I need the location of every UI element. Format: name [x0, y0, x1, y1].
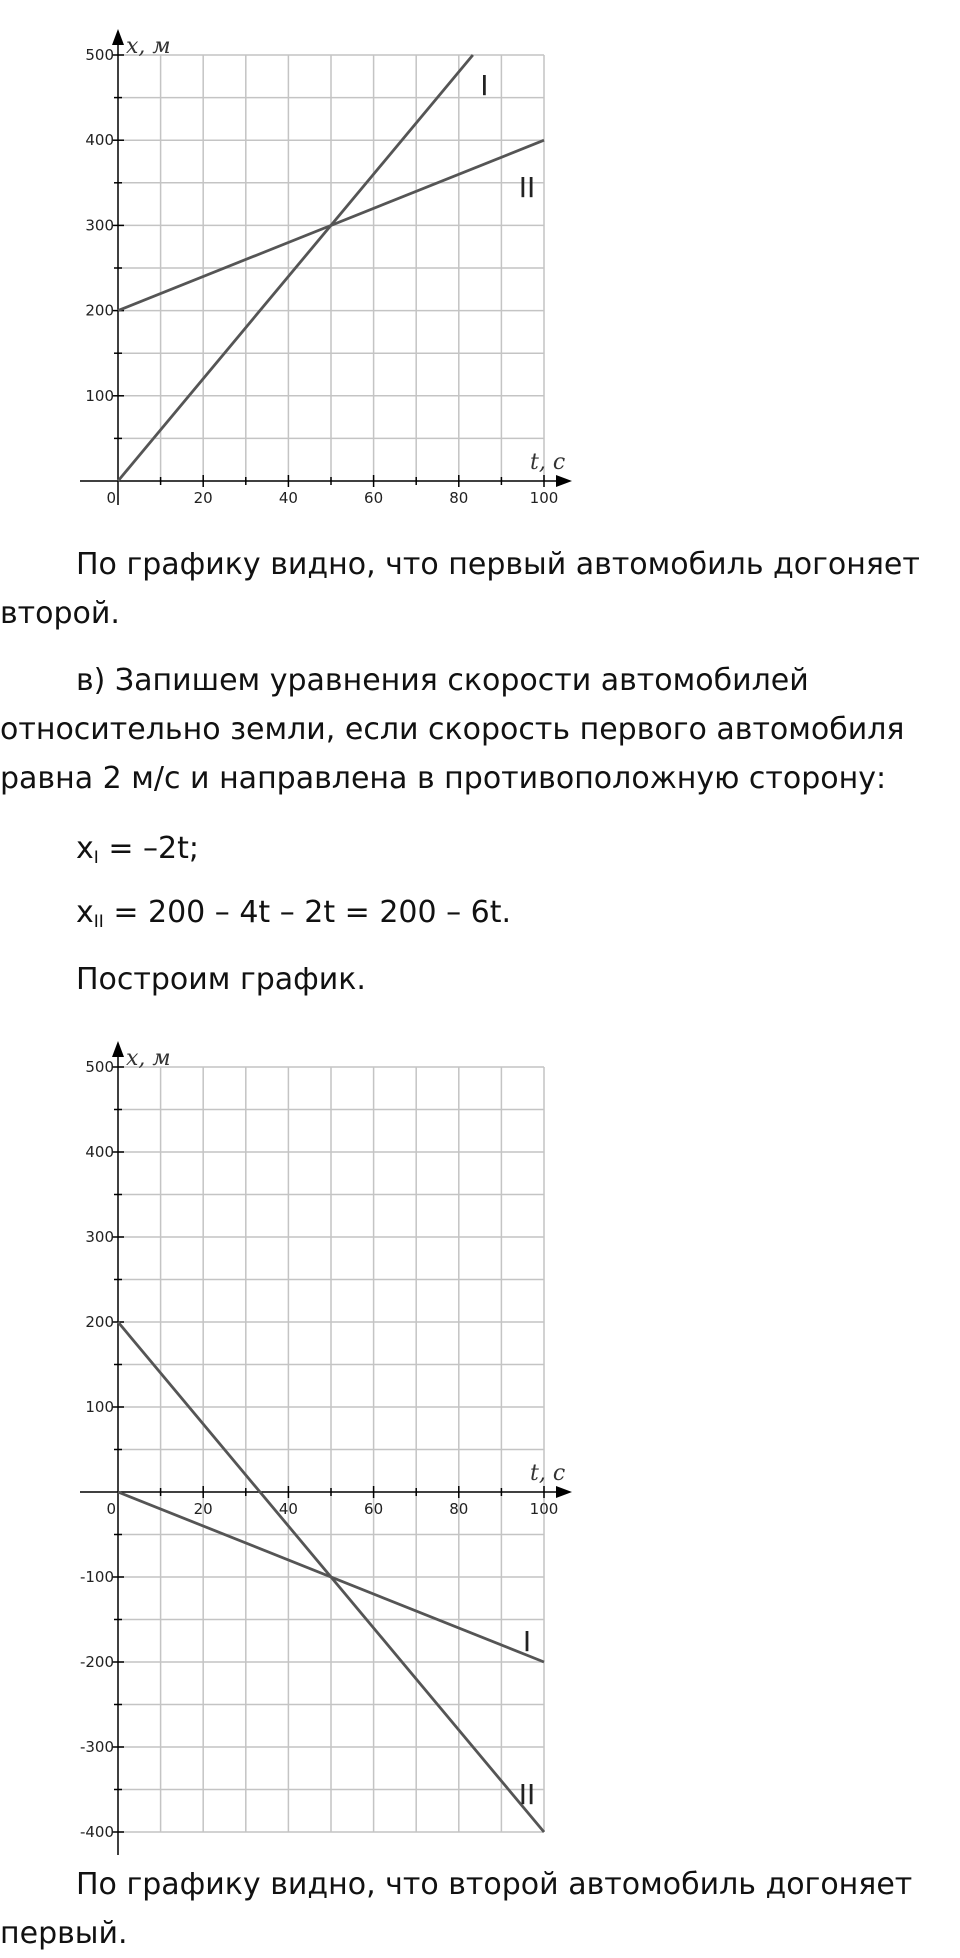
c1-y-axis-arrow	[112, 29, 124, 45]
chart-2-grid	[118, 1067, 544, 1832]
c1-x-tick-label: 20	[193, 489, 213, 505]
c1-x-tick-label: 80	[449, 489, 469, 505]
equation-x1	[76, 829, 199, 869]
equation-x2	[76, 893, 511, 933]
c1-x-tick-label: 40	[278, 489, 298, 505]
equation-x2-rhs: = 200 – 4t – 2t = 200 – 6t.	[103, 895, 512, 930]
c1-series-II-label: II	[518, 171, 536, 205]
c1-x-tick-label: 100	[529, 489, 559, 505]
c2-series-II-label: II	[518, 1777, 536, 1811]
equation-x1-subscript: I	[93, 848, 99, 868]
c2-x-tick-label: 80	[449, 1500, 469, 1518]
c1-series-I-label: I	[480, 68, 489, 102]
c2-y-tick-label: -100	[79, 1568, 114, 1586]
c2-y-tick-label: 300	[85, 1228, 114, 1246]
chart-1	[0, 0, 960, 505]
c2-x-tick-label: 100	[529, 1500, 559, 1518]
c2-x-tick-label: 60	[364, 1500, 384, 1518]
conclusion-paragraph-1: По графику видно, что первый автомобиль догоняет второй.	[0, 547, 920, 631]
c1-y-tick-label: 300	[85, 216, 114, 235]
c1-x-axis-arrow	[556, 475, 572, 487]
c2-x-tick-label: 40	[278, 1500, 298, 1518]
c1-y-tick-label: 200	[85, 301, 114, 320]
chart-2-axes	[80, 1041, 572, 1855]
chart-1-x-axis-label: t, c	[530, 450, 566, 475]
c2-y-tick-label: 400	[85, 1143, 114, 1161]
c1-x-tick-label: 0	[106, 489, 116, 505]
equation-x2-subscript: II	[93, 912, 104, 932]
c2-y-tick-label: -300	[79, 1738, 114, 1756]
c2-x-tick-label: 0	[106, 1500, 116, 1518]
c2-x-tick-label: 20	[193, 1500, 213, 1518]
c2-y-tick-label: 200	[85, 1313, 114, 1331]
c1-y-tick-label: 500	[85, 46, 114, 64]
c2-x-axis-arrow	[556, 1486, 572, 1498]
chart-2	[0, 1005, 960, 1855]
c2-series-I-label: I	[522, 1624, 532, 1658]
c2-y-axis-arrow	[112, 1041, 124, 1057]
c2-y-tick-label: 500	[85, 1058, 114, 1076]
chart-1-y-axis-label: x, м	[126, 34, 171, 59]
c1-y-tick-label: 400	[85, 131, 114, 150]
build-graph-line: Построим график.	[76, 962, 366, 997]
c2-y-tick-label: -400	[79, 1823, 114, 1841]
equation-x2-lhs: x	[76, 895, 94, 930]
c1-x-tick-label: 60	[364, 489, 384, 505]
c2-y-tick-label: -200	[79, 1653, 114, 1671]
equation-x1-rhs: = –2t;	[98, 831, 199, 866]
chart-1-axes	[80, 29, 572, 505]
chart-2-y-axis-label: x, м	[126, 1046, 171, 1071]
chart-2-x-axis-label: t, c	[530, 1461, 566, 1486]
part-v-paragraph: в) Запишем уравнения скорости автомобилей относительно земли, если скорость первого автомобиля равна 2 м/с и направлена в противоположную сторону:	[0, 663, 905, 796]
c1-y-tick-label: 100	[85, 386, 114, 405]
conclusion-paragraph-2: По графику видно, что второй автомобиль догоняет первый.	[0, 1867, 913, 1951]
c2-y-tick-label: 100	[85, 1398, 114, 1416]
chart-1-grid	[118, 55, 544, 481]
equation-x1-lhs: x	[76, 831, 94, 866]
